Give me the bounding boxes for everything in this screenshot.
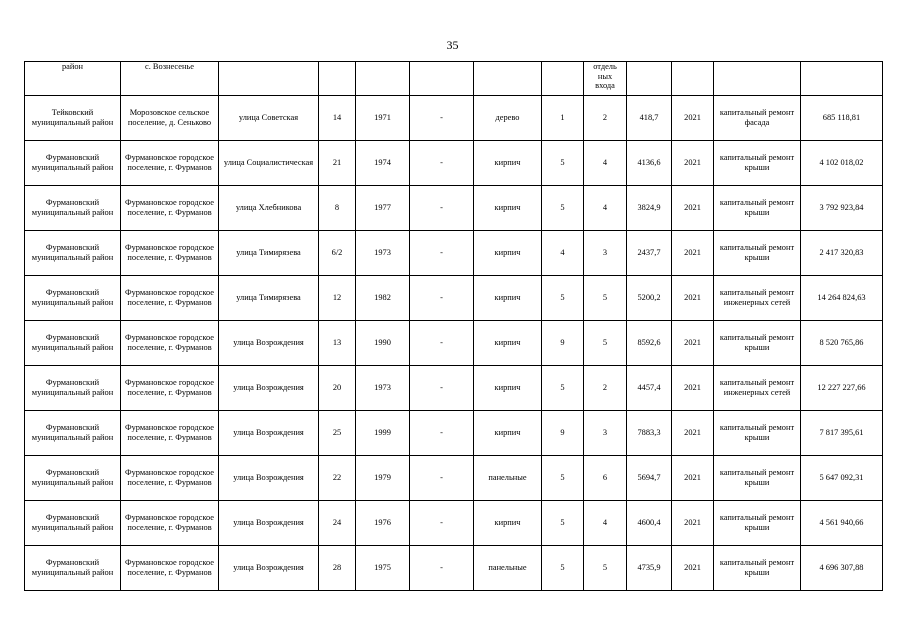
area-cell: 4735,9 xyxy=(627,546,672,591)
entrances-cell: 3 xyxy=(584,231,627,276)
entrances-cell: 6 xyxy=(584,456,627,501)
house-cell xyxy=(319,62,356,96)
entrances-cell: 4 xyxy=(584,501,627,546)
floors-cell: 5 xyxy=(542,546,584,591)
settlement-cell: Фурмановское городское поселение, г. Фурманов xyxy=(121,456,219,501)
district-cell: Фурмановский муниципальный район xyxy=(25,411,121,456)
floors-cell: 1 xyxy=(542,96,584,141)
floors-cell: 5 xyxy=(542,276,584,321)
dash-cell: - xyxy=(410,321,474,366)
house-cell: 8 xyxy=(319,186,356,231)
street-cell xyxy=(219,62,319,96)
settlement-cell: с. Вознесенье xyxy=(121,62,219,96)
material-cell: панельные xyxy=(474,456,542,501)
settlement-cell: Фурмановское городское поселение, г. Фурманов xyxy=(121,141,219,186)
area-cell: 5200,2 xyxy=(627,276,672,321)
area-cell: 4136,6 xyxy=(627,141,672,186)
entrances-cell: 3 xyxy=(584,411,627,456)
material-cell: кирпич xyxy=(474,186,542,231)
year-cell: 1971 xyxy=(356,96,410,141)
year-cell: 1990 xyxy=(356,321,410,366)
material-cell: кирпич xyxy=(474,141,542,186)
dash-cell: - xyxy=(410,231,474,276)
area-cell: 418,7 xyxy=(627,96,672,141)
plan-year-cell xyxy=(672,62,714,96)
material-cell: панельные xyxy=(474,546,542,591)
work-type-cell: капитальный ремонт крыши xyxy=(714,411,801,456)
settlement-cell: Фурмановское городское поселение, г. Фурманов xyxy=(121,321,219,366)
page-number: 35 xyxy=(446,38,459,52)
street-cell: улица Возрождения xyxy=(219,456,319,501)
area-cell: 8592,6 xyxy=(627,321,672,366)
table-row xyxy=(25,231,883,276)
year-cell: 1977 xyxy=(356,186,410,231)
street-cell: улица Социалистическая xyxy=(219,141,319,186)
plan-year-cell: 2021 xyxy=(672,321,714,366)
year-cell: 1973 xyxy=(356,231,410,276)
work-type-cell: капитальный ремонт крыши xyxy=(714,231,801,276)
plan-year-cell: 2021 xyxy=(672,141,714,186)
entrances-cell: отдель ных входа xyxy=(584,62,627,96)
housing-repair-table xyxy=(24,61,883,591)
material-cell: кирпич xyxy=(474,501,542,546)
material-cell: дерево xyxy=(474,96,542,141)
district-cell: Фурмановский муниципальный район xyxy=(25,546,121,591)
floors-cell: 4 xyxy=(542,231,584,276)
cost-cell: 685 118,81 xyxy=(801,96,883,141)
year-cell: 1974 xyxy=(356,141,410,186)
house-cell: 24 xyxy=(319,501,356,546)
street-cell: улица Советская xyxy=(219,96,319,141)
area-cell: 3824,9 xyxy=(627,186,672,231)
plan-year-cell: 2021 xyxy=(672,366,714,411)
work-type-cell: капитальный ремонт крыши xyxy=(714,501,801,546)
dash-cell: - xyxy=(410,366,474,411)
work-type-cell: капитальный ремонт крыши xyxy=(714,456,801,501)
cost-cell: 14 264 824,63 xyxy=(801,276,883,321)
district-cell: Фурмановский муниципальный район xyxy=(25,456,121,501)
district-cell: Тейковский муниципальный район xyxy=(25,96,121,141)
material-cell: кирпич xyxy=(474,231,542,276)
work-type-cell: капитальный ремонт крыши xyxy=(714,546,801,591)
floors-cell: 5 xyxy=(542,186,584,231)
year-cell: 1973 xyxy=(356,366,410,411)
table-row xyxy=(25,96,883,141)
street-cell: улица Возрождения xyxy=(219,501,319,546)
area-cell xyxy=(627,62,672,96)
street-cell: улица Возрождения xyxy=(219,321,319,366)
house-cell: 14 xyxy=(319,96,356,141)
street-cell: улица Хлебникова xyxy=(219,186,319,231)
area-cell: 4600,4 xyxy=(627,501,672,546)
house-cell: 12 xyxy=(319,276,356,321)
settlement-cell: Фурмановское городское поселение, г. Фурманов xyxy=(121,366,219,411)
year-cell: 1982 xyxy=(356,276,410,321)
dash-cell: - xyxy=(410,501,474,546)
house-cell: 20 xyxy=(319,366,356,411)
district-cell: Фурмановский муниципальный район xyxy=(25,141,121,186)
cost-cell: 3 792 923,84 xyxy=(801,186,883,231)
plan-year-cell: 2021 xyxy=(672,411,714,456)
cost-cell: 4 102 018,02 xyxy=(801,141,883,186)
house-cell: 22 xyxy=(319,456,356,501)
street-cell: улица Тимирязева xyxy=(219,276,319,321)
year-cell: 1975 xyxy=(356,546,410,591)
district-cell: Фурмановский муниципальный район xyxy=(25,501,121,546)
house-cell: 13 xyxy=(319,321,356,366)
material-cell: кирпич xyxy=(474,366,542,411)
house-cell: 25 xyxy=(319,411,356,456)
area-cell: 7883,3 xyxy=(627,411,672,456)
work-type-cell: капитальный ремонт крыши xyxy=(714,186,801,231)
dash-cell: - xyxy=(410,186,474,231)
floors-cell: 5 xyxy=(542,366,584,411)
cost-cell: 4 696 307,88 xyxy=(801,546,883,591)
settlement-cell: Морозовское сельское поселение, д. Сеньково xyxy=(121,96,219,141)
year-cell: 1979 xyxy=(356,456,410,501)
cost-cell: 12 227 227,66 xyxy=(801,366,883,411)
entrances-cell: 4 xyxy=(584,186,627,231)
plan-year-cell: 2021 xyxy=(672,456,714,501)
district-cell: район xyxy=(25,62,121,96)
street-cell: улица Возрождения xyxy=(219,411,319,456)
material-cell xyxy=(474,62,542,96)
table-row xyxy=(25,186,883,231)
cost-cell: 5 647 092,31 xyxy=(801,456,883,501)
floors-cell xyxy=(542,62,584,96)
dash-cell: - xyxy=(410,456,474,501)
district-cell: Фурмановский муниципальный район xyxy=(25,321,121,366)
dash-cell: - xyxy=(410,411,474,456)
work-type-cell: капитальный ремонт инженерных сетей xyxy=(714,276,801,321)
cost-cell: 2 417 320,83 xyxy=(801,231,883,276)
settlement-cell: Фурмановское городское поселение, г. Фурманов xyxy=(121,186,219,231)
street-cell: улица Возрождения xyxy=(219,366,319,411)
street-cell: улица Возрождения xyxy=(219,546,319,591)
table-row xyxy=(25,276,883,321)
table-row xyxy=(25,501,883,546)
house-cell: 28 xyxy=(319,546,356,591)
floors-cell: 5 xyxy=(542,141,584,186)
plan-year-cell: 2021 xyxy=(672,96,714,141)
continuation-row xyxy=(25,62,883,96)
plan-year-cell: 2021 xyxy=(672,501,714,546)
floors-cell: 5 xyxy=(542,501,584,546)
floors-cell: 9 xyxy=(542,321,584,366)
table-row xyxy=(25,141,883,186)
material-cell: кирпич xyxy=(474,411,542,456)
table-row xyxy=(25,411,883,456)
settlement-cell: Фурмановское городское поселение, г. Фурманов xyxy=(121,411,219,456)
settlement-cell: Фурмановское городское поселение, г. Фурманов xyxy=(121,231,219,276)
work-type-cell: капитальный ремонт крыши xyxy=(714,141,801,186)
area-cell: 2437,7 xyxy=(627,231,672,276)
dash-cell xyxy=(410,62,474,96)
table-row xyxy=(25,366,883,411)
plan-year-cell: 2021 xyxy=(672,276,714,321)
cost-cell: 8 520 765,86 xyxy=(801,321,883,366)
table-row xyxy=(25,546,883,591)
dash-cell: - xyxy=(410,96,474,141)
work-type-cell xyxy=(714,62,801,96)
plan-year-cell: 2021 xyxy=(672,546,714,591)
plan-year-cell: 2021 xyxy=(672,231,714,276)
street-cell: улица Тимирязева xyxy=(219,231,319,276)
entrances-cell: 4 xyxy=(584,141,627,186)
table-row xyxy=(25,321,883,366)
district-cell: Фурмановский муниципальный район xyxy=(25,186,121,231)
entrances-cell: 2 xyxy=(584,96,627,141)
entrances-cell: 2 xyxy=(584,366,627,411)
table-row xyxy=(25,456,883,501)
dash-cell: - xyxy=(410,546,474,591)
year-cell: 1999 xyxy=(356,411,410,456)
entrances-cell: 5 xyxy=(584,276,627,321)
entrances-cell: 5 xyxy=(584,546,627,591)
house-cell: 6/2 xyxy=(319,231,356,276)
district-cell: Фурмановский муниципальный район xyxy=(25,231,121,276)
material-cell: кирпич xyxy=(474,276,542,321)
cost-cell: 7 817 395,61 xyxy=(801,411,883,456)
table-body xyxy=(25,62,883,591)
plan-year-cell: 2021 xyxy=(672,186,714,231)
dash-cell: - xyxy=(410,141,474,186)
floors-cell: 5 xyxy=(542,456,584,501)
settlement-cell: Фурмановское городское поселение, г. Фурманов xyxy=(121,546,219,591)
work-type-cell: капитальный ремонт инженерных сетей xyxy=(714,366,801,411)
house-cell: 21 xyxy=(319,141,356,186)
work-type-cell: капитальный ремонт крыши xyxy=(714,321,801,366)
area-cell: 4457,4 xyxy=(627,366,672,411)
district-cell: Фурмановский муниципальный район xyxy=(25,366,121,411)
area-cell: 5694,7 xyxy=(627,456,672,501)
year-cell: 1976 xyxy=(356,501,410,546)
settlement-cell: Фурмановское городское поселение, г. Фурманов xyxy=(121,501,219,546)
settlement-cell: Фурмановское городское поселение, г. Фурманов xyxy=(121,276,219,321)
cost-cell: 4 561 940,66 xyxy=(801,501,883,546)
year-cell xyxy=(356,62,410,96)
cost-cell xyxy=(801,62,883,96)
district-cell: Фурмановский муниципальный район xyxy=(25,276,121,321)
work-type-cell: капитальный ремонт фасада xyxy=(714,96,801,141)
material-cell: кирпич xyxy=(474,321,542,366)
entrances-cell: 5 xyxy=(584,321,627,366)
floors-cell: 9 xyxy=(542,411,584,456)
dash-cell: - xyxy=(410,276,474,321)
